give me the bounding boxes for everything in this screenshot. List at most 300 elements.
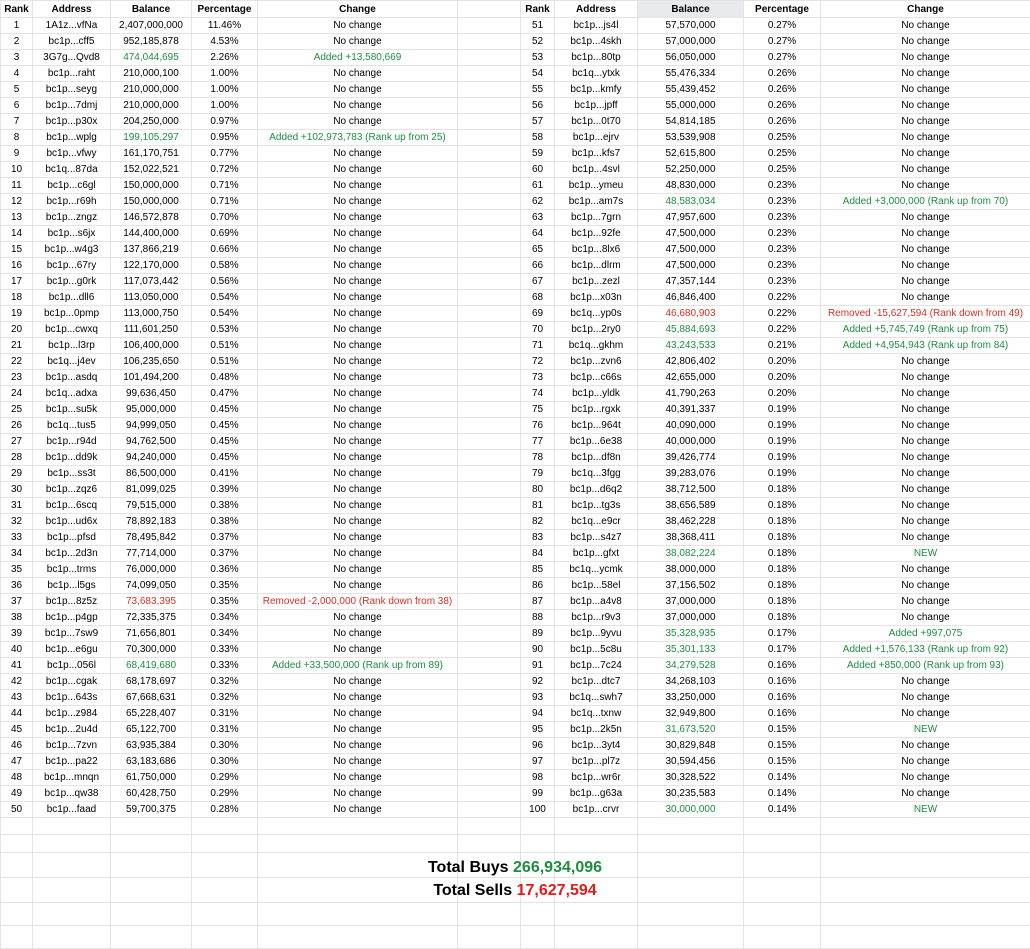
rank-cell[interactable]: 22 [1,354,33,370]
balance-cell[interactable]: 47,957,600 [638,210,744,226]
rank-cell[interactable]: 68 [521,290,555,306]
percentage-cell[interactable]: 0.18% [744,578,821,594]
change-cell[interactable]: No change [258,482,458,498]
percentage-cell[interactable]: 0.66% [192,242,258,258]
address-cell[interactable]: bc1p...faad [33,802,111,818]
change-cell[interactable]: Added +5,745,749 (Rank up from 75) [821,322,1030,338]
rank-cell[interactable]: 43 [1,690,33,706]
change-cell[interactable]: No change [821,754,1030,770]
change-cell[interactable]: No change [258,738,458,754]
balance-cell[interactable]: 38,000,000 [638,562,744,578]
balance-cell[interactable]: 78,495,842 [111,530,192,546]
change-cell[interactable]: NEW [821,802,1030,818]
address-cell[interactable]: bc1p...raht [33,66,111,82]
percentage-cell[interactable]: 0.19% [744,450,821,466]
empty-cell[interactable] [458,34,521,50]
empty-cell[interactable] [458,258,521,274]
rank-cell[interactable]: 50 [1,802,33,818]
change-cell[interactable]: No change [258,546,458,562]
change-cell[interactable]: No change [821,258,1030,274]
change-cell[interactable]: No change [821,178,1030,194]
empty-cell[interactable] [458,466,521,482]
change-cell[interactable]: No change [821,34,1030,50]
rank-cell[interactable]: 15 [1,242,33,258]
percentage-cell[interactable]: 0.23% [744,210,821,226]
change-cell[interactable]: No change [258,18,458,34]
change-cell[interactable]: No change [821,530,1030,546]
balance-cell[interactable]: 65,122,700 [111,722,192,738]
rank-cell[interactable]: 79 [521,466,555,482]
percentage-cell[interactable]: 11.46% [192,18,258,34]
change-cell[interactable]: No change [258,530,458,546]
balance-cell[interactable]: 47,500,000 [638,226,744,242]
header-right-percentage[interactable]: Percentage [744,1,821,18]
address-cell[interactable]: bc1p...trms [33,562,111,578]
balance-cell[interactable]: 48,830,000 [638,178,744,194]
balance-cell[interactable]: 106,400,000 [111,338,192,354]
percentage-cell[interactable]: 0.41% [192,466,258,482]
rank-cell[interactable]: 76 [521,418,555,434]
empty-cell[interactable] [555,903,638,926]
change-cell[interactable]: Added +1,576,133 (Rank up from 92) [821,642,1030,658]
percentage-cell[interactable]: 0.51% [192,338,258,354]
empty-cell[interactable] [458,146,521,162]
rank-cell[interactable]: 29 [1,466,33,482]
percentage-cell[interactable]: 0.18% [744,594,821,610]
percentage-cell[interactable]: 0.16% [744,674,821,690]
address-cell[interactable]: bc1p...7c24 [555,658,638,674]
change-cell[interactable]: No change [821,434,1030,450]
balance-cell[interactable]: 41,790,263 [638,386,744,402]
empty-cell[interactable] [821,818,1030,835]
address-cell[interactable]: bc1p...s6jx [33,226,111,242]
rank-cell[interactable]: 3 [1,50,33,66]
balance-cell[interactable]: 47,357,144 [638,274,744,290]
address-cell[interactable]: bc1q...yp0s [555,306,638,322]
address-cell[interactable]: bc1p...asdq [33,370,111,386]
rank-cell[interactable]: 52 [521,34,555,50]
percentage-cell[interactable]: 0.39% [192,482,258,498]
balance-cell[interactable]: 55,439,452 [638,82,744,98]
change-cell[interactable]: No change [258,66,458,82]
percentage-cell[interactable]: 0.32% [192,674,258,690]
change-cell[interactable]: No change [821,418,1030,434]
rank-cell[interactable]: 36 [1,578,33,594]
header-left-balance[interactable]: Balance [111,1,192,18]
percentage-cell[interactable]: 0.16% [744,658,821,674]
rank-cell[interactable]: 63 [521,210,555,226]
rank-cell[interactable]: 51 [521,18,555,34]
empty-cell[interactable] [458,514,521,530]
rank-cell[interactable]: 85 [521,562,555,578]
change-cell[interactable]: No change [821,226,1030,242]
address-cell[interactable]: bc1p...z984 [33,706,111,722]
empty-cell[interactable] [458,370,521,386]
empty-cell[interactable] [458,178,521,194]
balance-cell[interactable]: 48,583,034 [638,194,744,210]
balance-cell[interactable]: 30,235,583 [638,786,744,802]
balance-cell[interactable]: 47,500,000 [638,242,744,258]
percentage-cell[interactable]: 0.31% [192,706,258,722]
percentage-cell[interactable]: 0.47% [192,386,258,402]
change-cell[interactable]: No change [258,434,458,450]
rank-cell[interactable]: 14 [1,226,33,242]
empty-cell[interactable] [258,926,458,949]
address-cell[interactable]: bc1p...a4v8 [555,594,638,610]
balance-cell[interactable]: 42,655,000 [638,370,744,386]
empty-cell[interactable] [458,498,521,514]
empty-cell[interactable] [521,818,555,835]
change-cell[interactable]: No change [258,322,458,338]
change-cell[interactable]: No change [821,562,1030,578]
empty-cell[interactable] [1,835,33,853]
empty-cell[interactable] [458,130,521,146]
address-cell[interactable]: bc1p...ejrv [555,130,638,146]
balance-cell[interactable]: 77,714,000 [111,546,192,562]
change-cell[interactable]: No change [258,98,458,114]
rank-cell[interactable]: 38 [1,610,33,626]
rank-cell[interactable]: 93 [521,690,555,706]
percentage-cell[interactable]: 1.00% [192,66,258,82]
empty-cell[interactable] [33,926,111,949]
balance-cell[interactable]: 35,328,935 [638,626,744,642]
rank-cell[interactable]: 5 [1,82,33,98]
balance-cell[interactable]: 63,935,384 [111,738,192,754]
balance-cell[interactable]: 54,814,185 [638,114,744,130]
address-cell[interactable]: bc1p...2ry0 [555,322,638,338]
percentage-cell[interactable]: 0.16% [744,690,821,706]
address-cell[interactable]: bc1p...pfsd [33,530,111,546]
empty-cell[interactable] [458,770,521,786]
percentage-cell[interactable]: 0.30% [192,738,258,754]
change-cell[interactable]: No change [258,754,458,770]
address-cell[interactable]: bc1q...e9cr [555,514,638,530]
address-cell[interactable]: bc1p...crvr [555,802,638,818]
rank-cell[interactable]: 53 [521,50,555,66]
rank-cell[interactable]: 92 [521,674,555,690]
percentage-cell[interactable]: 0.29% [192,770,258,786]
percentage-cell[interactable]: 0.17% [744,626,821,642]
percentage-cell[interactable]: 0.27% [744,50,821,66]
empty-cell[interactable] [458,610,521,626]
address-cell[interactable]: bc1p...g63a [555,786,638,802]
empty-cell[interactable] [521,903,555,926]
rank-cell[interactable]: 54 [521,66,555,82]
change-cell[interactable]: No change [258,242,458,258]
header-left-rank[interactable]: Rank [1,1,33,18]
balance-cell[interactable]: 74,099,050 [111,578,192,594]
empty-cell[interactable] [458,386,521,402]
address-cell[interactable]: bc1p...gfxt [555,546,638,562]
rank-cell[interactable]: 18 [1,290,33,306]
rank-cell[interactable]: 17 [1,274,33,290]
balance-cell[interactable]: 55,476,334 [638,66,744,82]
balance-cell[interactable]: 42,806,402 [638,354,744,370]
balance-cell[interactable]: 122,170,000 [111,258,192,274]
rank-cell[interactable]: 6 [1,98,33,114]
empty-cell[interactable] [458,290,521,306]
change-cell[interactable]: No change [258,562,458,578]
empty-cell[interactable] [458,706,521,722]
rank-cell[interactable]: 34 [1,546,33,562]
percentage-cell[interactable]: 0.25% [744,130,821,146]
change-cell[interactable]: Added +997,075 [821,626,1030,642]
balance-cell[interactable]: 55,000,000 [638,98,744,114]
rank-cell[interactable]: 58 [521,130,555,146]
empty-cell[interactable] [458,402,521,418]
percentage-cell[interactable]: 0.19% [744,418,821,434]
rank-cell[interactable]: 55 [521,82,555,98]
address-cell[interactable]: bc1p...wplg [33,130,111,146]
rank-cell[interactable]: 32 [1,514,33,530]
balance-cell[interactable]: 68,419,680 [111,658,192,674]
address-cell[interactable]: bc1p...7dmj [33,98,111,114]
rank-cell[interactable]: 20 [1,322,33,338]
balance-cell[interactable]: 474,044,695 [111,50,192,66]
balance-cell[interactable]: 52,615,800 [638,146,744,162]
change-cell[interactable]: Added +850,000 (Rank up from 93) [821,658,1030,674]
percentage-cell[interactable]: 0.27% [744,18,821,34]
balance-cell[interactable]: 210,000,000 [111,82,192,98]
address-cell[interactable]: bc1p...df8n [555,450,638,466]
rank-cell[interactable]: 47 [1,754,33,770]
percentage-cell[interactable]: 0.20% [744,386,821,402]
rank-cell[interactable]: 84 [521,546,555,562]
change-cell[interactable]: NEW [821,722,1030,738]
rank-cell[interactable]: 61 [521,178,555,194]
balance-cell[interactable]: 106,235,650 [111,354,192,370]
balance-cell[interactable]: 73,683,395 [111,594,192,610]
balance-cell[interactable]: 101,494,200 [111,370,192,386]
empty-cell[interactable] [458,226,521,242]
balance-cell[interactable]: 67,668,631 [111,690,192,706]
balance-cell[interactable]: 57,000,000 [638,34,744,50]
percentage-cell[interactable]: 0.19% [744,466,821,482]
change-cell[interactable]: No change [258,722,458,738]
change-cell[interactable]: NEW [821,546,1030,562]
empty-cell[interactable] [111,903,192,926]
change-cell[interactable]: Added +4,954,943 (Rank up from 84) [821,338,1030,354]
change-cell[interactable]: No change [821,770,1030,786]
percentage-cell[interactable]: 0.97% [192,114,258,130]
header-left-percentage[interactable]: Percentage [192,1,258,18]
empty-cell[interactable] [458,562,521,578]
change-cell[interactable]: No change [821,18,1030,34]
balance-cell[interactable]: 210,000,100 [111,66,192,82]
empty-cell[interactable] [458,242,521,258]
percentage-cell[interactable]: 0.77% [192,146,258,162]
percentage-cell[interactable]: 0.33% [192,658,258,674]
address-cell[interactable]: bc1p...r94d [33,434,111,450]
address-cell[interactable]: bc1q...swh7 [555,690,638,706]
rank-cell[interactable]: 31 [1,498,33,514]
change-cell[interactable]: No change [821,146,1030,162]
address-cell[interactable]: bc1p...rgxk [555,402,638,418]
change-cell[interactable]: No change [821,114,1030,130]
change-cell[interactable]: Added +13,580,669 [258,50,458,66]
address-cell[interactable]: bc1p...c6gl [33,178,111,194]
address-cell[interactable]: bc1p...964t [555,418,638,434]
change-cell[interactable]: No change [258,306,458,322]
percentage-cell[interactable]: 0.23% [744,274,821,290]
percentage-cell[interactable]: 0.18% [744,562,821,578]
address-cell[interactable]: bc1p...w4g3 [33,242,111,258]
balance-cell[interactable]: 38,712,500 [638,482,744,498]
balance-cell[interactable]: 57,570,000 [638,18,744,34]
address-cell[interactable]: bc1p...kfs7 [555,146,638,162]
address-cell[interactable]: bc1p...p30x [33,114,111,130]
rank-cell[interactable]: 67 [521,274,555,290]
address-cell[interactable]: bc1p...7grn [555,210,638,226]
rank-cell[interactable]: 75 [521,402,555,418]
percentage-cell[interactable]: 0.35% [192,594,258,610]
rank-cell[interactable]: 23 [1,370,33,386]
balance-cell[interactable]: 70,300,000 [111,642,192,658]
address-cell[interactable]: bc1p...4skh [555,34,638,50]
rank-cell[interactable]: 73 [521,370,555,386]
address-cell[interactable]: bc1q...ycmk [555,562,638,578]
change-cell[interactable]: No change [821,242,1030,258]
percentage-cell[interactable]: 0.69% [192,226,258,242]
address-cell[interactable]: bc1p...ud6x [33,514,111,530]
rank-cell[interactable]: 21 [1,338,33,354]
change-cell[interactable]: No change [258,82,458,98]
balance-cell[interactable]: 31,673,520 [638,722,744,738]
percentage-cell[interactable]: 1.00% [192,82,258,98]
rank-cell[interactable]: 97 [521,754,555,770]
percentage-cell[interactable]: 0.18% [744,514,821,530]
change-cell[interactable]: No change [258,338,458,354]
percentage-cell[interactable]: 0.22% [744,322,821,338]
change-cell[interactable]: No change [258,498,458,514]
balance-cell[interactable]: 72,335,375 [111,610,192,626]
percentage-cell[interactable]: 0.33% [192,642,258,658]
address-cell[interactable]: 3G7g...Qvd8 [33,50,111,66]
address-cell[interactable]: bc1p...6e38 [555,434,638,450]
change-cell[interactable]: No change [258,34,458,50]
empty-cell[interactable] [555,926,638,949]
address-cell[interactable]: bc1q...adxa [33,386,111,402]
address-cell[interactable]: bc1p...7sw9 [33,626,111,642]
percentage-cell[interactable]: 0.58% [192,258,258,274]
rank-cell[interactable]: 44 [1,706,33,722]
balance-cell[interactable]: 40,000,000 [638,434,744,450]
balance-cell[interactable]: 46,846,400 [638,290,744,306]
change-cell[interactable]: No change [258,226,458,242]
address-cell[interactable]: bc1q...gkhm [555,338,638,354]
rank-cell[interactable]: 65 [521,242,555,258]
empty-cell[interactable] [458,306,521,322]
address-cell[interactable]: bc1p...056l [33,658,111,674]
percentage-cell[interactable]: 0.25% [744,162,821,178]
address-cell[interactable]: bc1p...am7s [555,194,638,210]
address-cell[interactable]: bc1p...qw38 [33,786,111,802]
rank-cell[interactable]: 89 [521,626,555,642]
rank-cell[interactable]: 30 [1,482,33,498]
empty-cell[interactable] [258,903,458,926]
change-cell[interactable]: No change [821,130,1030,146]
change-cell[interactable]: No change [258,674,458,690]
empty-cell[interactable] [555,835,638,853]
balance-cell[interactable]: 30,829,848 [638,738,744,754]
address-cell[interactable]: bc1p...2k5n [555,722,638,738]
balance-cell[interactable]: 161,170,751 [111,146,192,162]
change-cell[interactable]: No change [821,674,1030,690]
balance-cell[interactable]: 113,000,750 [111,306,192,322]
address-cell[interactable]: bc1p...g0rk [33,274,111,290]
empty-cell[interactable] [458,926,521,949]
empty-cell[interactable] [458,18,521,34]
balance-cell[interactable]: 37,156,502 [638,578,744,594]
percentage-cell[interactable]: 0.37% [192,546,258,562]
address-cell[interactable]: 1A1z...vfNa [33,18,111,34]
rank-cell[interactable]: 13 [1,210,33,226]
balance-cell[interactable]: 59,700,375 [111,802,192,818]
percentage-cell[interactable]: 0.14% [744,786,821,802]
address-cell[interactable]: bc1p...8z5z [33,594,111,610]
empty-cell[interactable] [458,322,521,338]
balance-cell[interactable]: 137,866,219 [111,242,192,258]
percentage-cell[interactable]: 0.30% [192,754,258,770]
header-left-address[interactable]: Address [33,1,111,18]
balance-cell[interactable]: 35,301,133 [638,642,744,658]
address-cell[interactable]: bc1q...txnw [555,706,638,722]
rank-cell[interactable]: 57 [521,114,555,130]
percentage-cell[interactable]: 0.28% [192,802,258,818]
balance-cell[interactable]: 46,680,903 [638,306,744,322]
balance-cell[interactable]: 52,250,000 [638,162,744,178]
rank-cell[interactable]: 39 [1,626,33,642]
balance-cell[interactable]: 34,279,528 [638,658,744,674]
change-cell[interactable]: No change [821,610,1030,626]
percentage-cell[interactable]: 0.19% [744,434,821,450]
percentage-cell[interactable]: 0.38% [192,514,258,530]
change-cell[interactable]: No change [258,114,458,130]
change-cell[interactable]: No change [821,594,1030,610]
percentage-cell[interactable]: 0.25% [744,146,821,162]
address-cell[interactable]: bc1p...80tp [555,50,638,66]
empty-cell[interactable] [458,274,521,290]
rank-cell[interactable]: 99 [521,786,555,802]
address-cell[interactable]: bc1p...58el [555,578,638,594]
percentage-cell[interactable]: 0.18% [744,546,821,562]
percentage-cell[interactable]: 0.17% [744,642,821,658]
balance-cell[interactable]: 53,539,908 [638,130,744,146]
address-cell[interactable]: bc1p...l5gs [33,578,111,594]
rank-cell[interactable]: 81 [521,498,555,514]
rank-cell[interactable]: 35 [1,562,33,578]
percentage-cell[interactable]: 0.70% [192,210,258,226]
balance-cell[interactable]: 146,572,878 [111,210,192,226]
rank-cell[interactable]: 10 [1,162,33,178]
address-cell[interactable]: bc1p...cwxq [33,322,111,338]
address-cell[interactable]: bc1p...zqz6 [33,482,111,498]
balance-cell[interactable]: 86,500,000 [111,466,192,482]
percentage-cell[interactable]: 0.45% [192,450,258,466]
empty-cell[interactable] [111,926,192,949]
rank-cell[interactable]: 94 [521,706,555,722]
percentage-cell[interactable]: 0.45% [192,434,258,450]
change-cell[interactable]: No change [821,482,1030,498]
empty-cell[interactable] [458,98,521,114]
empty-cell[interactable] [458,738,521,754]
address-cell[interactable]: bc1p...s4z7 [555,530,638,546]
change-cell[interactable]: No change [821,50,1030,66]
empty-cell[interactable] [638,835,744,853]
percentage-cell[interactable]: 0.48% [192,370,258,386]
empty-cell[interactable] [192,903,258,926]
percentage-cell[interactable]: 0.71% [192,194,258,210]
